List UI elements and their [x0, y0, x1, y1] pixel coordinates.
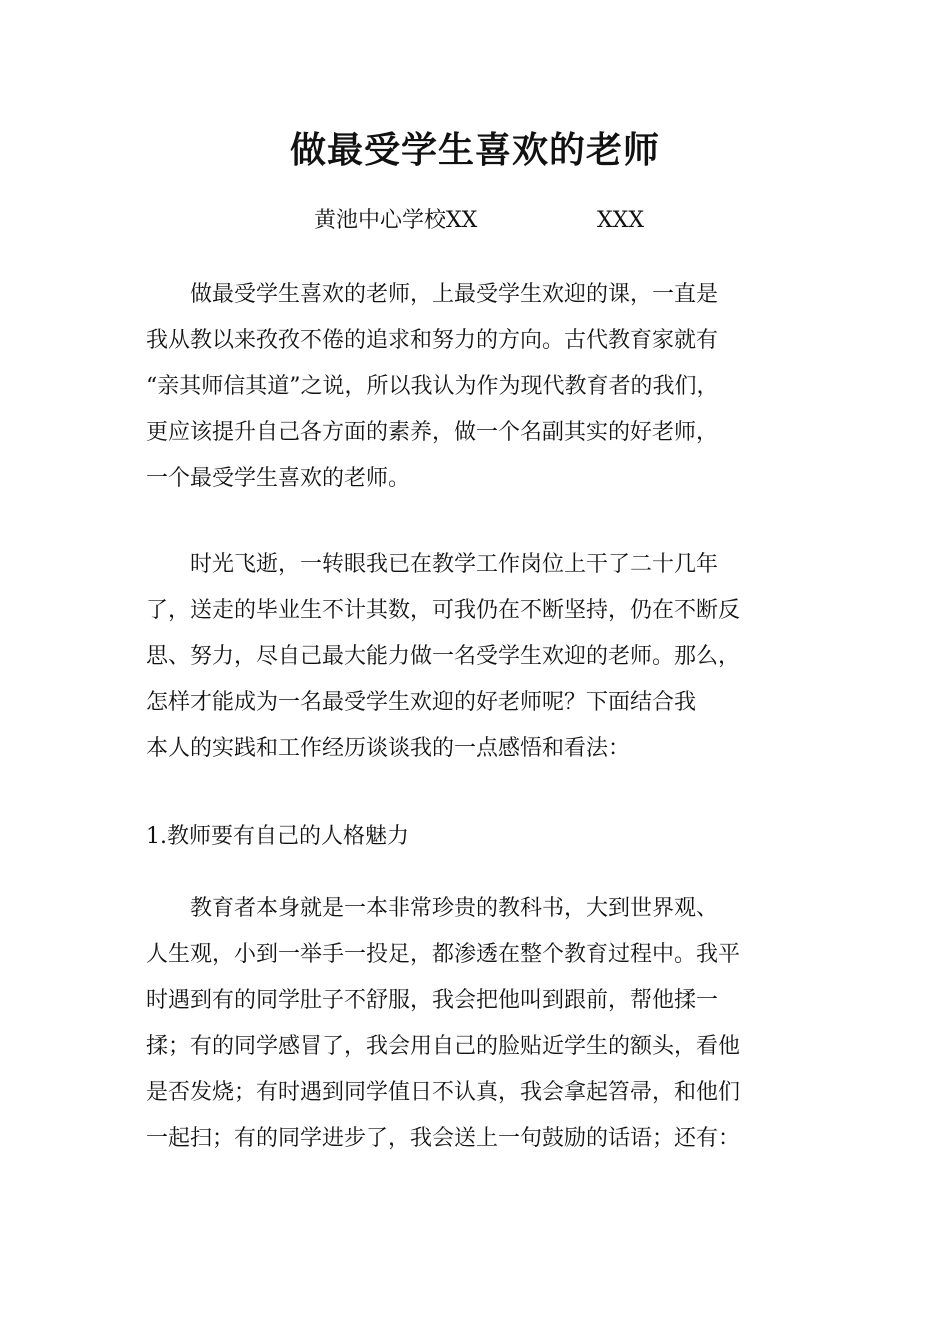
paragraph-line: 是否发烧；有时遇到同学值日不认真，我会拿起笤帚，和他们 [146, 1080, 741, 1105]
paragraph-line: 思、努力，尽自己最大能力做一名受学生欢迎的老师。那么， [146, 644, 741, 669]
paragraph-experience [146, 542, 826, 772]
document-title: 做最受学生喜欢的老师 [289, 129, 660, 171]
author-name: XXX [597, 208, 644, 233]
paragraph-line: 做最受学生喜欢的老师，上最受学生欢迎的课，一直是 [146, 282, 719, 307]
paragraph-line: 了，送走的毕业生不计其数，可我仍在不断坚持，仍在不断反 [146, 598, 741, 623]
paragraph-line: 我从教以来孜孜不倦的追求和努力的方向。古代教育家就有 [146, 328, 719, 353]
paragraph-intro [146, 272, 826, 502]
paragraph-line: 人生观，小到一举手一投足，都渗透在整个教育过程中。我平 [146, 942, 741, 967]
section-heading: 1.教师要有自己的人格魅力 [146, 824, 409, 849]
paragraph-line: “亲其师信其道”之说，所以我认为作为现代教育者的我们， [146, 374, 719, 399]
paragraph-personality [146, 886, 826, 1162]
paragraph-line: 一起扫；有的同学进步了，我会送上一句鼓励的话语；还有： [146, 1126, 741, 1151]
paragraph-line: 揉；有的同学感冒了，我会用自己的脸贴近学生的额头，看他 [146, 1034, 741, 1059]
paragraph-line: 怎样才能成为一名最受学生欢迎的好老师呢？下面结合我 [146, 690, 697, 715]
paragraph-line: 时遇到有的同学肚子不舒服，我会把他叫到跟前，帮他揉一 [146, 988, 719, 1013]
paragraph-line: 一个最受学生喜欢的老师。 [146, 466, 411, 491]
paragraph-line: 教育者本身就是一本非常珍贵的教科书，大到世界观、 [146, 896, 719, 921]
paragraph-line: 更应该提升自己各方面的素养，做一个名副其实的好老师， [146, 420, 719, 445]
author-school: 黄池中心学校XX [314, 208, 478, 233]
paragraph-line: 本人的实践和工作经历谈谈我的一点感悟和看法： [146, 736, 631, 761]
paragraph-line: 时光飞逝，一转眼我已在教学工作岗位上干了二十几年 [146, 552, 719, 577]
